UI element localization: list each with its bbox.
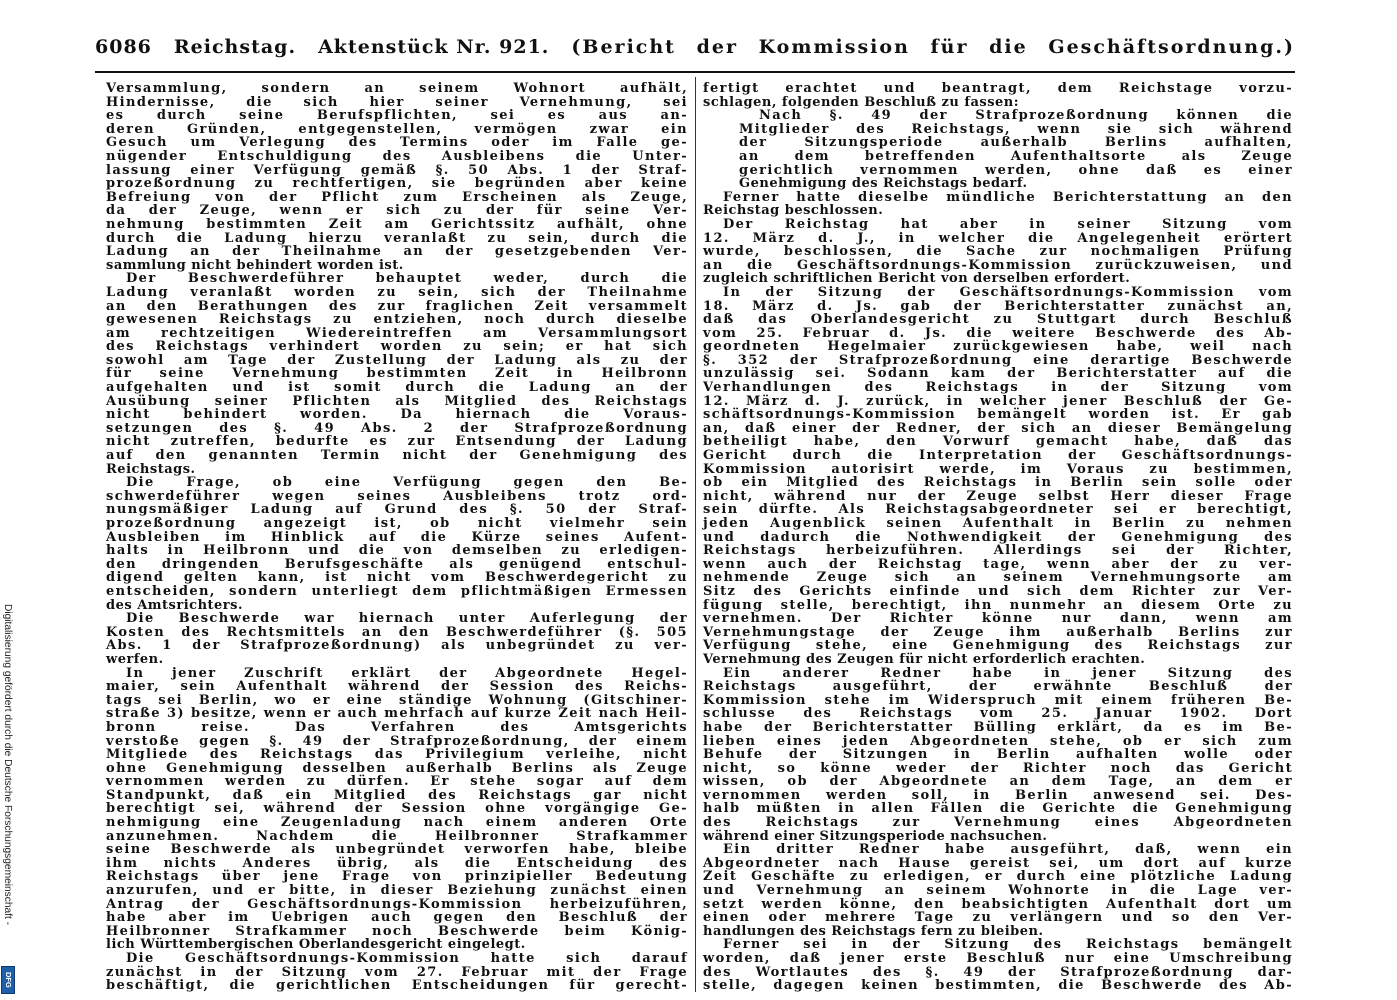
text-line: schwerdeführer wegen seines Ausbleibens trotz ord-	[106, 488, 688, 504]
text-line: In der Sitzung der Geschäftsordnungs-Kommission vom	[723, 284, 1293, 300]
text-line: an den Berathungen des zur fraglichen Zeit versammelt	[106, 298, 688, 314]
text-line: einen oder mehrere Tage zu verlängern und so den Ver-	[703, 910, 1293, 926]
text-line: stelle, dagegen keinen bestimmten, die Beschwerde des Ab-	[703, 978, 1293, 994]
text-line: tags sei Berlin, wo er eine ständige Wohnung (Gitschiner-	[106, 692, 688, 708]
text-line: ohne Genehmigung desselben außerhalb Berlins als Zeuge	[106, 760, 688, 776]
text-line: Reichstag beschlossen.	[703, 203, 884, 219]
text-line: Standpunkt, daß ein Mitglied des Reichstags gar nicht	[106, 787, 688, 803]
text-line: nicht, so könne weder der Richter noch das Gericht	[703, 760, 1293, 776]
paragraph	[106, 667, 688, 952]
text-line: Zeit Geschäfte zu erledigen, er durch eine plötzliche Ladung	[703, 869, 1293, 885]
text-line: gerichtlich vernommen werden, ohne daß es einer	[739, 162, 1293, 178]
text-line: Abgeordneter nach Hause gereist sei, um dort auf kurze	[703, 855, 1293, 871]
text-line: unzulässig sei. Sodann kam der Berichterstatter auf die	[703, 366, 1293, 382]
text-line: nehmung bestimmten Zeit am Gerichtssitz aufhält, ohne	[106, 216, 688, 232]
text-line: nicht behindert worden. Da hiernach die Voraus-	[106, 407, 688, 423]
text-line: lich Württembergischen Oberlandesgericht eingelegt.	[106, 937, 526, 953]
text-line: geordneten Hegelmaier zurückgewiesen habe, weil nach	[703, 339, 1293, 355]
paragraph	[703, 667, 1293, 844]
text-line: den dringenden Berufsgeschäfte als genügend entschul-	[106, 556, 688, 572]
text-line: vom 25. Februar d. Js. die weitere Beschwerde des Ab-	[703, 325, 1293, 341]
text-line: setzt werden könne, den beabsichtigten Aufenthalt dort um	[703, 896, 1293, 912]
paragraph	[106, 612, 688, 666]
text-line: lassung einer Verfügung gemäß §. 50 Abs. 1 der Straf-	[106, 162, 688, 178]
text-line: Befreiung von der Pflicht zum Erscheinen als Zeuge,	[106, 189, 688, 205]
text-line: Reichstags ausgeführt, der erwähnte Beschluß der	[703, 679, 1293, 695]
text-line: vernommen werden zu dürfen. Er stehe sogar auf dem	[106, 774, 688, 790]
paragraph	[703, 286, 1293, 667]
text-line: nungsmäßiger Ladung auf Grund des §. 50 der Straf-	[106, 502, 688, 518]
header-rule	[95, 71, 1295, 73]
text-line: In jener Zuschrift erklärt der Abgeordnete Hegel-	[126, 665, 688, 681]
text-line: Ferner sei in der Sitzung des Reichstags bemängelt	[723, 937, 1293, 953]
text-line: straße 3) besitze, wenn er auch mehrfach auf kurze Zeit nach Heil-	[106, 706, 688, 722]
text-line: zugleich schriftlichen Bericht von derselben erfordert.	[703, 271, 1131, 287]
text-line: Ladung an der Theilnahme an der gesetzgebenden Ver-	[106, 244, 688, 260]
text-line: Verhandlungen des Reichstags in der Sitzung vom	[703, 380, 1293, 396]
text-line: beschäftigt, die gerichtlichen Entscheidungen für gerecht-	[106, 978, 688, 994]
text-line: berechtigt sei, während der Session ohne vorgängige Ge-	[106, 801, 688, 817]
text-line: auf den genannten Termin nicht der Genehmigung des	[106, 448, 688, 464]
text-line: anzunehmen. Nachdem die Heilbronner Strafkammer	[106, 828, 688, 844]
text-line: prozeßordnung zu rechtfertigen, sie begründen aber keine	[106, 176, 688, 192]
text-line: an dem betreffenden Aufenthaltsorte als Zeuge	[739, 148, 1293, 164]
text-line: vernommen werden soll, in Berlin anwesend sei. Des-	[703, 787, 1293, 803]
text-line: bronn reise. Das Verfahren des Amtsgerichts	[106, 719, 688, 735]
text-line: gewesenen Reichstags zu entziehen, noch durch dieselbe	[106, 312, 688, 328]
text-line: Behufe der Sitzungen in Berlin aufhalten wolle oder	[703, 747, 1293, 763]
text-line: Die Beschwerde war hiernach unter Auferlegung der	[126, 611, 688, 627]
text-line: und Vernehmung an seinem Wohnorte in die Lage ver-	[703, 883, 1293, 899]
dfg-logo	[1, 966, 15, 994]
text-line: Gesuch um Verlegung des Termins oder im Falle ge-	[106, 135, 688, 151]
text-line: handlungen des Reichstags fern zu bleiben.	[703, 923, 1044, 939]
text-line: für seine Vernehmung bestimmten Zeit in Heilbronn	[106, 366, 688, 382]
text-line: Reichstags herbeizuführen. Allerdings sei der Richter,	[703, 543, 1293, 559]
paragraph	[703, 843, 1293, 938]
text-line: deren Gründen, entgegenstellen, vermögen zwar ein	[106, 121, 688, 137]
text-line: Der Reichstag hat aber in seiner Sitzung vom	[723, 216, 1293, 232]
text-line: setzungen des §. 49 Abs. 2 der Strafprozeßordnung	[106, 420, 688, 436]
text-line: Vernehmungstage der Zeuge ihm außerhalb Berlins zur	[703, 624, 1293, 640]
text-line: 12. März d. J. zurück, in welcher jener Beschluß der Ge-	[703, 393, 1293, 409]
text-line: verstoße gegen §. 49 der Strafprozeßordnung, der einem	[106, 733, 688, 749]
text-line: Verfügung stehe, eine Genehmigung des Reichstags zur	[703, 638, 1293, 654]
text-line: maier, sein Aufenthalt während der Session des Reichs-	[106, 679, 688, 695]
text-line: des Wortlautes des §. 49 der Strafprozeßordnung dar-	[703, 964, 1293, 980]
text-line: Ladung veranlaßt worden zu sein, sich der Theilnahme	[106, 284, 688, 300]
text-line: des Reichstags zur Vernehmung eines Abgeordneten	[703, 815, 1293, 831]
text-line: nügender Entschuldigung des Ausbleibens die Unter-	[106, 148, 688, 164]
text-line: anzurufen, und er bitte, in dieser Beziehung zunächst einen	[106, 883, 688, 899]
publication-title: Reichstag.	[173, 36, 297, 58]
left-column	[106, 82, 688, 993]
text-line: Genehmigung des Reichstags bedarf.	[739, 176, 1028, 192]
text-line: Nach §. 49 der Strafprozeßordnung können die	[759, 108, 1293, 124]
paragraph	[106, 272, 688, 476]
digitization-credit: Digitalisierung gefördert durch die Deutsche Forschungsgemeinschaft -	[2, 604, 13, 926]
text-line: Mitglieder des Reichstags, wenn sie sich während	[739, 121, 1293, 137]
column-divider	[695, 77, 696, 992]
text-line: sammlung nicht behindert worden ist.	[106, 257, 404, 273]
text-line: der Sitzungsperiode außerhalb Berlins aufhalten,	[739, 135, 1293, 151]
text-line: sowohl am Tage der Zustellung der Ladung als zu der	[106, 352, 688, 368]
text-line: Versammlung, sondern an seinem Wohnort aufhält,	[106, 81, 688, 96]
text-line: jeden Augenblick seinen Aufenthalt in Berlin zu nehmen	[703, 516, 1293, 531]
text-line: 18. März d. Js. gab der Berichterstatter zunächst an,	[703, 298, 1293, 314]
text-line: Kosten des Rechtsmittels an den Beschwerdeführer (§. 505	[106, 624, 688, 640]
text-line: Vernehmung des Zeugen für nicht erforderlich erachten.	[703, 651, 1146, 667]
text-line: sein dürfte. Als Reichstagsabgeordneter sei er berechtigt,	[703, 502, 1293, 518]
text-line: Kommission autorisirt werde, im Voraus zu bestimmen,	[703, 461, 1293, 477]
text-line: es durch seine Berufspflichten, sei es aus an-	[106, 108, 688, 124]
text-line: Abs. 1 der Strafprozeßordnung) als unbegründet zu ver-	[106, 638, 688, 654]
text-line: Heilbronner Strafkammer noch Beschwerde beim König-	[106, 923, 688, 939]
text-line: nicht, während nur der Zeuge selbst Herr dieser Frage	[703, 488, 1293, 504]
text-line: vernehmen. Der Richter könne nur dann, wenn am	[703, 611, 1293, 627]
text-line: schlusse des Reichstags vom 25. Januar 1902. Dort	[703, 706, 1293, 722]
text-line: Reichstags über jene Frage von prinzipieller Bedeutung	[106, 869, 688, 885]
text-line: digend gelten kann, ist nicht vom Beschwerdegericht zu	[106, 570, 688, 586]
text-line: halb müßten in allen Fällen die Gerichte die Genehmigung	[703, 801, 1293, 817]
text-line: an, daß einer der Redner, der sich an dieser Bemängelung	[703, 420, 1293, 436]
text-line: halts in Heilbronn und die von demselben zu erledigen-	[106, 543, 688, 559]
text-line: Antrag der Geschäftsordnungs-Kommission herbeizuführen,	[106, 896, 688, 912]
text-line: schäftsordnungs-Kommission bemängelt worden ist. Er gab	[703, 407, 1293, 423]
text-line: und dadurch die Nothwendigkeit der Genehmigung des	[703, 529, 1293, 545]
text-line: daß das Oberlandesgericht zu Stuttgart durch Beschluß	[703, 312, 1293, 328]
text-line: Reichstags.	[106, 461, 196, 477]
paragraph	[703, 191, 1293, 218]
page-number: 6086	[95, 36, 152, 58]
text-line: habe der Berichterstatter Bülling erklärt, da es im Be-	[703, 719, 1293, 735]
section-title: (Bericht der Kommission für die Geschäftsordnung.)	[571, 36, 1295, 58]
text-line: Hindernisse, die sich hier seiner Vernehmung, sei	[106, 94, 688, 110]
text-line: Ein anderer Redner habe in jener Sitzung des	[723, 665, 1293, 681]
text-line: Kommission stehe im Widerspruch mit einem früheren Be-	[703, 692, 1293, 708]
text-line: Der Beschwerdeführer behauptet weder, durch die	[126, 271, 688, 287]
text-line: wenn auch der Reichstag tage, wenn aber der zu ver-	[703, 556, 1293, 572]
text-line: ob ein Mitglied des Reichstags in Berlin sein solle oder	[703, 475, 1293, 491]
text-line: Mitgliede des Reichstags das Privilegium verleihe, nicht	[106, 747, 688, 763]
text-line: während einer Sitzungsperiode nachsuchen.	[703, 828, 1048, 844]
right-column	[703, 82, 1293, 993]
paragraph	[106, 476, 688, 612]
running-header	[95, 33, 1295, 61]
text-line: entscheiden, sondern unterliegt dem pflichtmäßigen Ermessen	[106, 583, 688, 599]
text-line: aufgehalten und ist somit durch die Ladung an der	[106, 380, 688, 396]
text-line: zunächst in der Sitzung vom 27. Februar mit der Frage	[106, 964, 688, 980]
text-line: des Reichstags verhindert worden zu sein; er hat sich	[106, 339, 688, 355]
text-line: 12. März d. J., in welcher die Angelegenheit erörtert	[703, 230, 1293, 246]
paragraph	[106, 952, 688, 993]
text-line: fügung stelle, berechtigt, ihn nunmehr an diesem Orte zu	[703, 597, 1293, 613]
text-line: prozeßordnung angezeigt ist, ob nicht vielmehr sein	[106, 516, 688, 531]
text-line: Sitz des Gerichts einfinde und sich dem Richter zur Ver-	[703, 583, 1293, 599]
text-line: des Amtsrichters.	[106, 597, 243, 613]
text-line: Die Geschäftsordnungs-Kommission hatte sich darauf	[126, 951, 688, 966]
text-line: nehmende Zeuge sich an seinem Vernehmungsorte am	[703, 570, 1293, 586]
text-line: Ausübung seiner Pflichten als Mitglied des Reichstags	[106, 393, 688, 409]
text-line: werfen.	[106, 651, 164, 667]
text-line: wurde, beschlossen, die Sache zur nochmaligen Prüfung	[703, 244, 1293, 260]
text-line: am rechtzeitigen Wiedereintreffen am Versammlungsort	[106, 325, 688, 341]
text-line: §. 352 der Strafprozeßordnung eine derartige Beschwerde	[703, 352, 1293, 368]
text-line: ihm nichts Anderes übrig, als die Entscheidung des	[106, 855, 688, 871]
text-line: nicht zutreffen, bedurfte es zur Entsendung der Ladung	[106, 434, 688, 450]
text-line: betheiligt habe, den Vorwurf gemacht habe, daß das	[703, 434, 1293, 450]
paragraph	[106, 82, 688, 272]
paragraph	[703, 82, 1293, 109]
text-line: durch die Ladung hierzu veranlaßt zu sein, durch die	[106, 230, 688, 246]
text-line: Die Frage, ob eine Verfügung gegen den Be-	[126, 475, 688, 491]
text-line: Ein dritter Redner habe ausgeführt, daß, wenn ein	[723, 842, 1293, 858]
text-line: habe aber im Uebrigen auch gegen den Beschluß der	[106, 910, 688, 926]
text-line: nehmigung eine Zeugenladung nach einem anderen Orte	[106, 815, 688, 831]
text-line: an die Geschäftsordnungs-Kommission zurückzuweisen, und	[703, 257, 1293, 273]
text-line: Ferner hatte dieselbe mündliche Berichterstattung an den	[723, 189, 1293, 205]
quoted-resolution	[739, 109, 1293, 191]
text-line: wissen, ob der Abgeordnete an dem Tage, an dem er	[703, 774, 1293, 790]
text-line: Gericht durch die Interpretation der Geschäftsordnungs-	[703, 448, 1293, 464]
document-number: Aktenstück Nr. 921.	[318, 36, 550, 58]
text-line: Ausbleiben im Hinblick auf die Kürze seines Aufent-	[106, 529, 688, 545]
text-line: seine Beschwerde als unbegründet verworfen habe, bleibe	[106, 842, 688, 858]
text-line: lieben eines jeden Abgeordneten stehe, ob er sich zum	[703, 733, 1293, 749]
text-line: worden, daß jener erste Beschluß nur eine Umschreibung	[703, 951, 1293, 966]
dfg-logo-text: DFG	[4, 972, 13, 988]
text-line: da der Zeuge, wenn er sich zu der für seine Ver-	[106, 203, 688, 219]
text-line: schlagen, folgenden Beschluß zu fassen:	[703, 94, 1020, 110]
text-line: fertigt erachtet und beantragt, dem Reichstage vorzu-	[703, 81, 1293, 96]
paragraph	[703, 938, 1293, 992]
paragraph	[703, 218, 1293, 286]
